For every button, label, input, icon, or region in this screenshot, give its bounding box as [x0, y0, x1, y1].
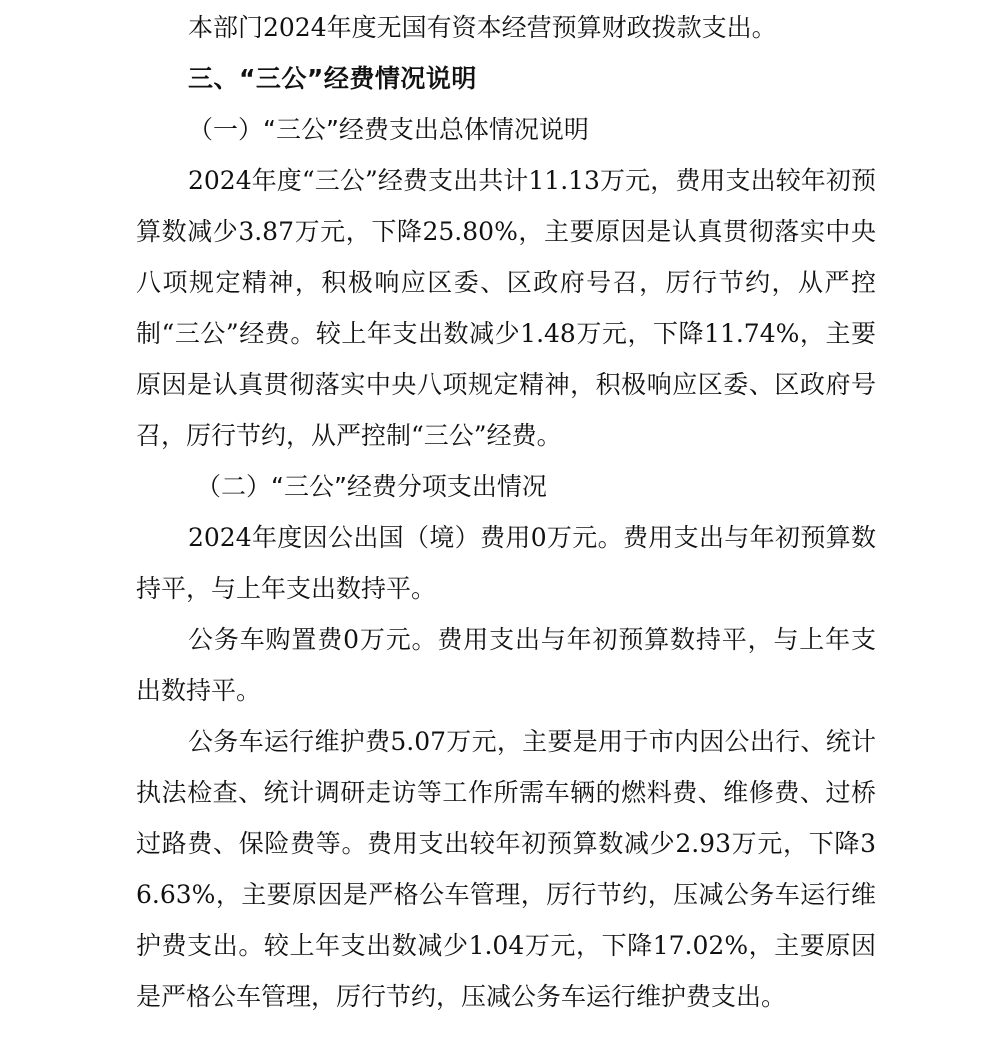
subheading-overall-expenses: （一）“三公”经费支出总体情况说明	[188, 115, 589, 144]
paragraph-vehicle-operation: 公务车运行维护费5.07万元，主要是用于市内因公出行、统计执法检查、统计调研走访等工作所需车辆的燃料费、维修费、过桥过路费、保险费等。费用支出较年初预算数减少2.93万元，下降36.63%，主要原因是严格公车管理，厉行节约，压减公务车运行维护费支出。较上年支出数减少1.04万元，下降17.02%，主要原因是严格公车管理，厉行节约，压减公务车运行维护费支出。	[136, 727, 876, 1011]
paragraph-vehicle-purchase: 公务车购置费0万元。费用支出与年初预算数持平，与上年支出数持平。	[136, 625, 876, 705]
subheading-itemized-expenses: （二）“三公”经费分项支出情况	[196, 472, 547, 501]
paragraph-overseas-travel: 2024年度因公出国（境）费用0万元。费用支出与年初预算数持平，与上年支出数持平。	[136, 523, 876, 603]
document-body	[136, 0, 876, 1022]
paragraph-state-capital-budget: 本部门2024年度无国有资本经营预算财政拨款支出。	[188, 13, 777, 42]
paragraph-overall-expenses: 2024年度“三公”经费支出共计11.13万元，费用支出较年初预算数减少3.87万元，下降25.80%，主要原因是认真贯彻落实中央八项规定精神，积极响应区委、区政府号召，厉行节约，从严控制“三公”经费。较上年支出数减少1.48万元，下降11.74%，主要原因是认真贯彻落实中央八项规定精神，积极响应区委、区政府号召，厉行节约，从严控制“三公”经费。	[136, 166, 876, 450]
section-heading-three-public-expenses: 三、“三公”经费情况说明	[188, 64, 477, 93]
